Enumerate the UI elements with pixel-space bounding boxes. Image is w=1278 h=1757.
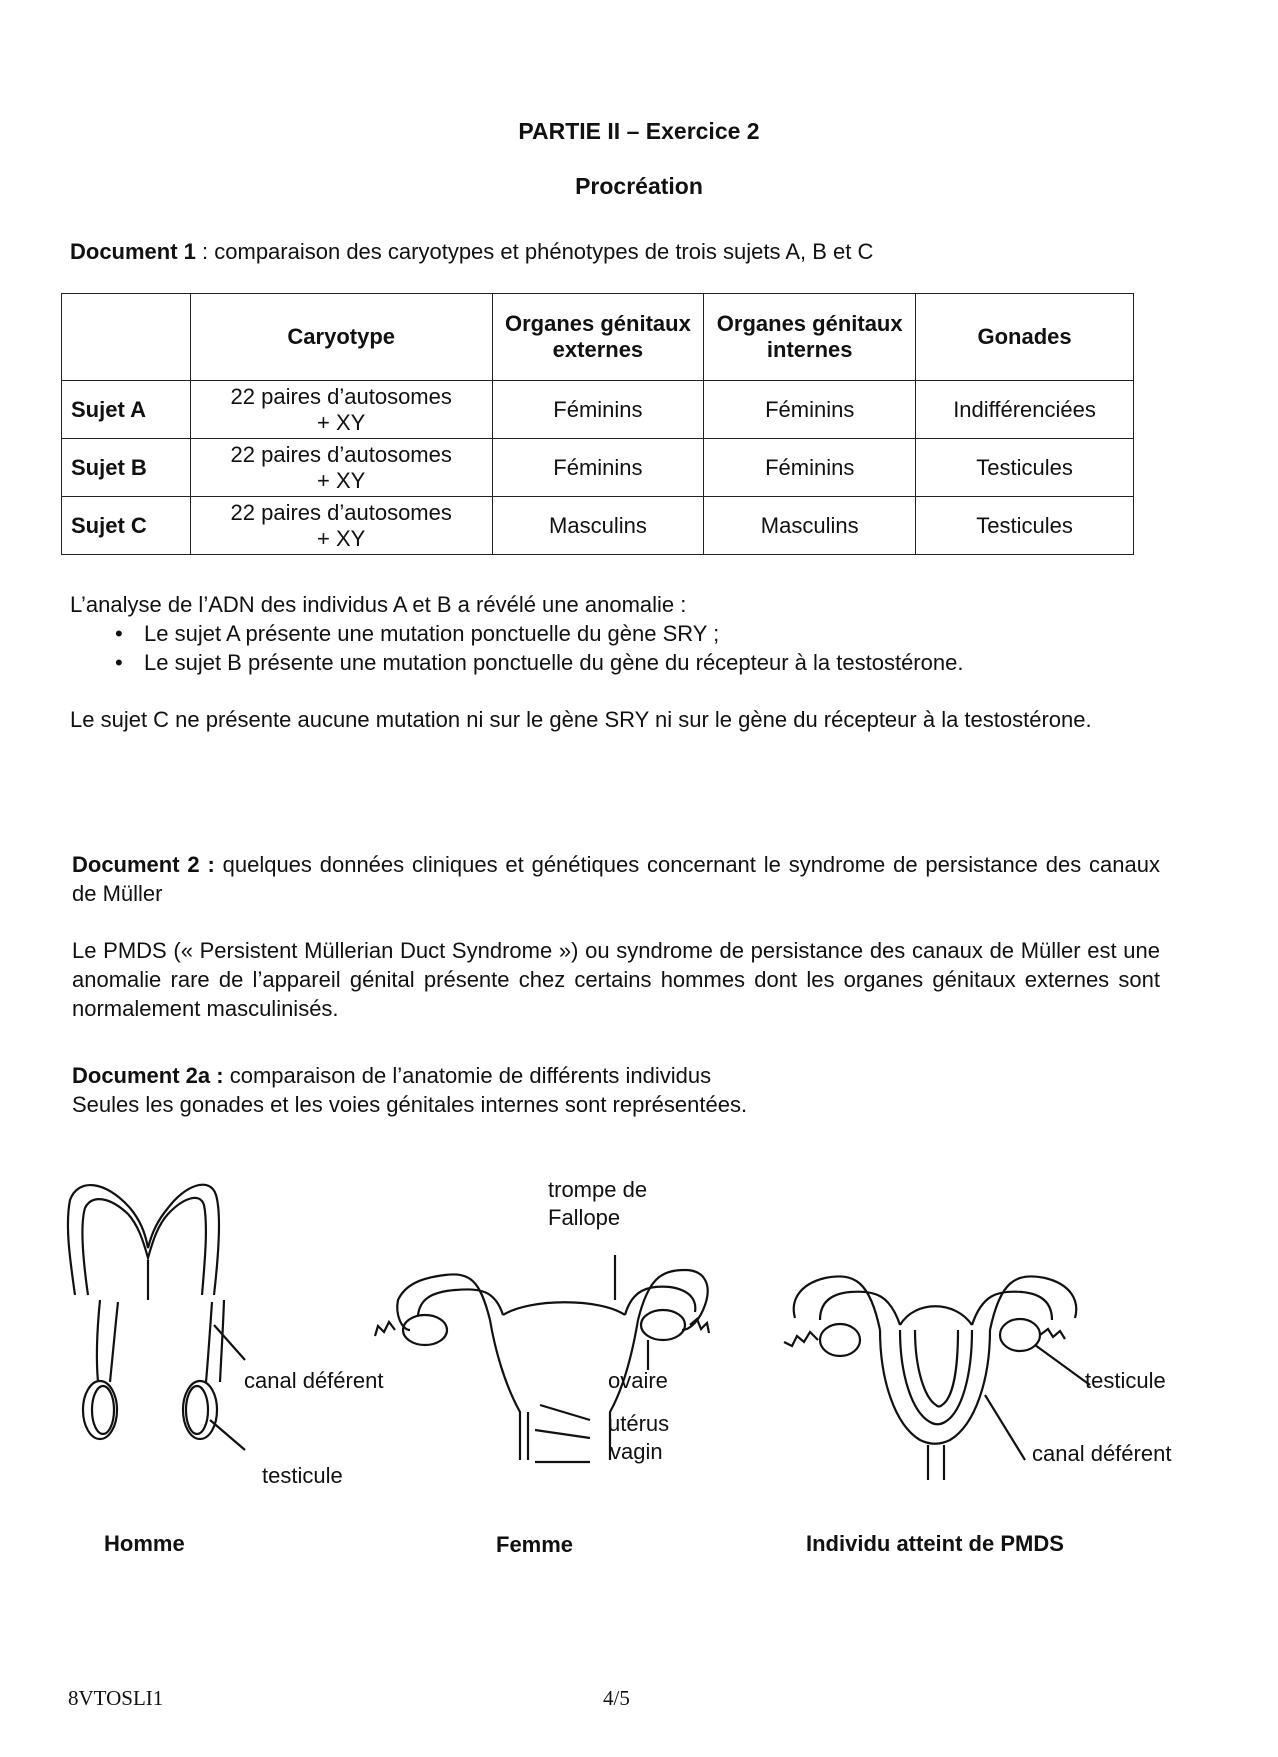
doc2a-line2: Seules les gonades et les voies génitales internes sont représentées. <box>72 1092 748 1117</box>
label-uterus: utérus <box>608 1411 670 1436</box>
row-karyotype <box>190 439 492 497</box>
row-karyotype <box>190 381 492 439</box>
table-header-row <box>62 294 1134 381</box>
table-row <box>62 497 1134 555</box>
row-gonads: Testicules <box>916 497 1134 555</box>
part-title: PARTIE II – Exercice 2 <box>518 118 760 144</box>
label-ovaire: ovaire <box>608 1368 668 1393</box>
label-trompe <box>548 1176 647 1232</box>
subject-c-note: Le sujet C ne présente aucune mutation ni sur le gène SRY ni sur le gène du récepteur à la testostérone. <box>70 707 1092 732</box>
row-external: Masculins <box>492 497 704 555</box>
male-anatomy-drawing <box>68 1185 245 1450</box>
row-subject: Sujet C <box>62 497 191 555</box>
row-gonads: Testicules <box>916 439 1134 497</box>
analysis-intro: L’analyse de l’ADN des individus A et B a révélé une anomalie : <box>70 592 687 617</box>
doc2a-label: Document 2a : <box>72 1063 224 1088</box>
doc2a-caption: comparaison de l’anatomie de différents individus <box>223 1063 712 1088</box>
karyotype-line-2: + XY <box>317 525 366 551</box>
subject-title: Procréation <box>575 173 703 199</box>
caption-femme: Femme <box>496 1532 574 1557</box>
karyotype-table <box>61 293 1134 555</box>
table-row <box>62 439 1134 497</box>
row-internal: Féminins <box>704 381 916 439</box>
doc2a-heading <box>72 1061 1172 1119</box>
doc2-label: Document 2 : <box>72 852 215 877</box>
row-external: Féminins <box>492 439 704 497</box>
karyotype-line-1: 22 paires d’autosomes <box>230 441 452 467</box>
doc1-caption: : comparaison des caryotypes et phénotypes de trois sujets A, B et C <box>195 239 874 264</box>
caption-pmds: Individu atteint de PMDS <box>806 1531 1064 1556</box>
caption-homme: Homme <box>104 1531 185 1556</box>
table-row <box>62 381 1134 439</box>
label-canal-deferent-pmds: canal déférent <box>1032 1441 1172 1466</box>
label-vagin: vagin <box>610 1439 663 1464</box>
row-gonads: Indifférenciées <box>916 381 1134 439</box>
karyotype-line-2: + XY <box>317 467 366 493</box>
row-subject: Sujet A <box>62 381 191 439</box>
label-trompe-line1: trompe de <box>548 1177 648 1202</box>
doc2-heading <box>72 850 1160 908</box>
row-karyotype <box>190 497 492 555</box>
row-internal: Féminins <box>704 439 916 497</box>
karyotype-line-1: 22 paires d’autosomes <box>230 499 452 525</box>
list-item: • Le sujet B présente une mutation ponctuelle du gène du récepteur à la testostérone. <box>70 648 1170 677</box>
doc2-caption: quelques données cliniques et génétiques concernant le syndrome de persistance des canaux de Müller <box>72 852 1160 906</box>
doc2-paragraph: Le PMDS (« Persistent Müllerian Duct Syndrome ») ou syndrome de persistance des canaux de Müller est une anomalie rare de l’appareil génital présente chez certains hommes dont les organes génitaux externes sont normalement masculinisés. <box>72 938 1160 1021</box>
footer-code: 8VTOSLI1 <box>68 1686 164 1710</box>
row-subject: Sujet B <box>62 439 191 497</box>
row-external: Féminins <box>492 381 704 439</box>
label-canal-deferent-male: canal déférent <box>244 1368 384 1393</box>
karyotype-line-2: + XY <box>317 409 366 435</box>
doc1-heading <box>70 237 1210 266</box>
table-header-external: Organes génitaux externes <box>492 294 704 381</box>
list-item: • Le sujet A présente une mutation ponctuelle du gène SRY ; <box>70 619 1170 648</box>
analysis-block <box>70 590 1170 677</box>
mutation-list <box>70 619 1170 677</box>
karyotype-line-1: 22 paires d’autosomes <box>230 383 452 409</box>
table-header-empty <box>62 294 191 381</box>
label-trompe-line2: Fallope <box>548 1205 621 1230</box>
label-testicule-male: testicule <box>262 1463 343 1488</box>
table-header-internal: Organes génitaux internes <box>704 294 916 381</box>
table-header-gonads: Gonades <box>916 294 1134 381</box>
row-internal: Masculins <box>704 497 916 555</box>
footer-page: 4/5 <box>603 1686 630 1710</box>
label-testicule-pmds: testicule <box>1085 1368 1166 1393</box>
table-header-karyotype: Caryotype <box>190 294 492 381</box>
doc1-label: Document 1 <box>70 239 196 264</box>
